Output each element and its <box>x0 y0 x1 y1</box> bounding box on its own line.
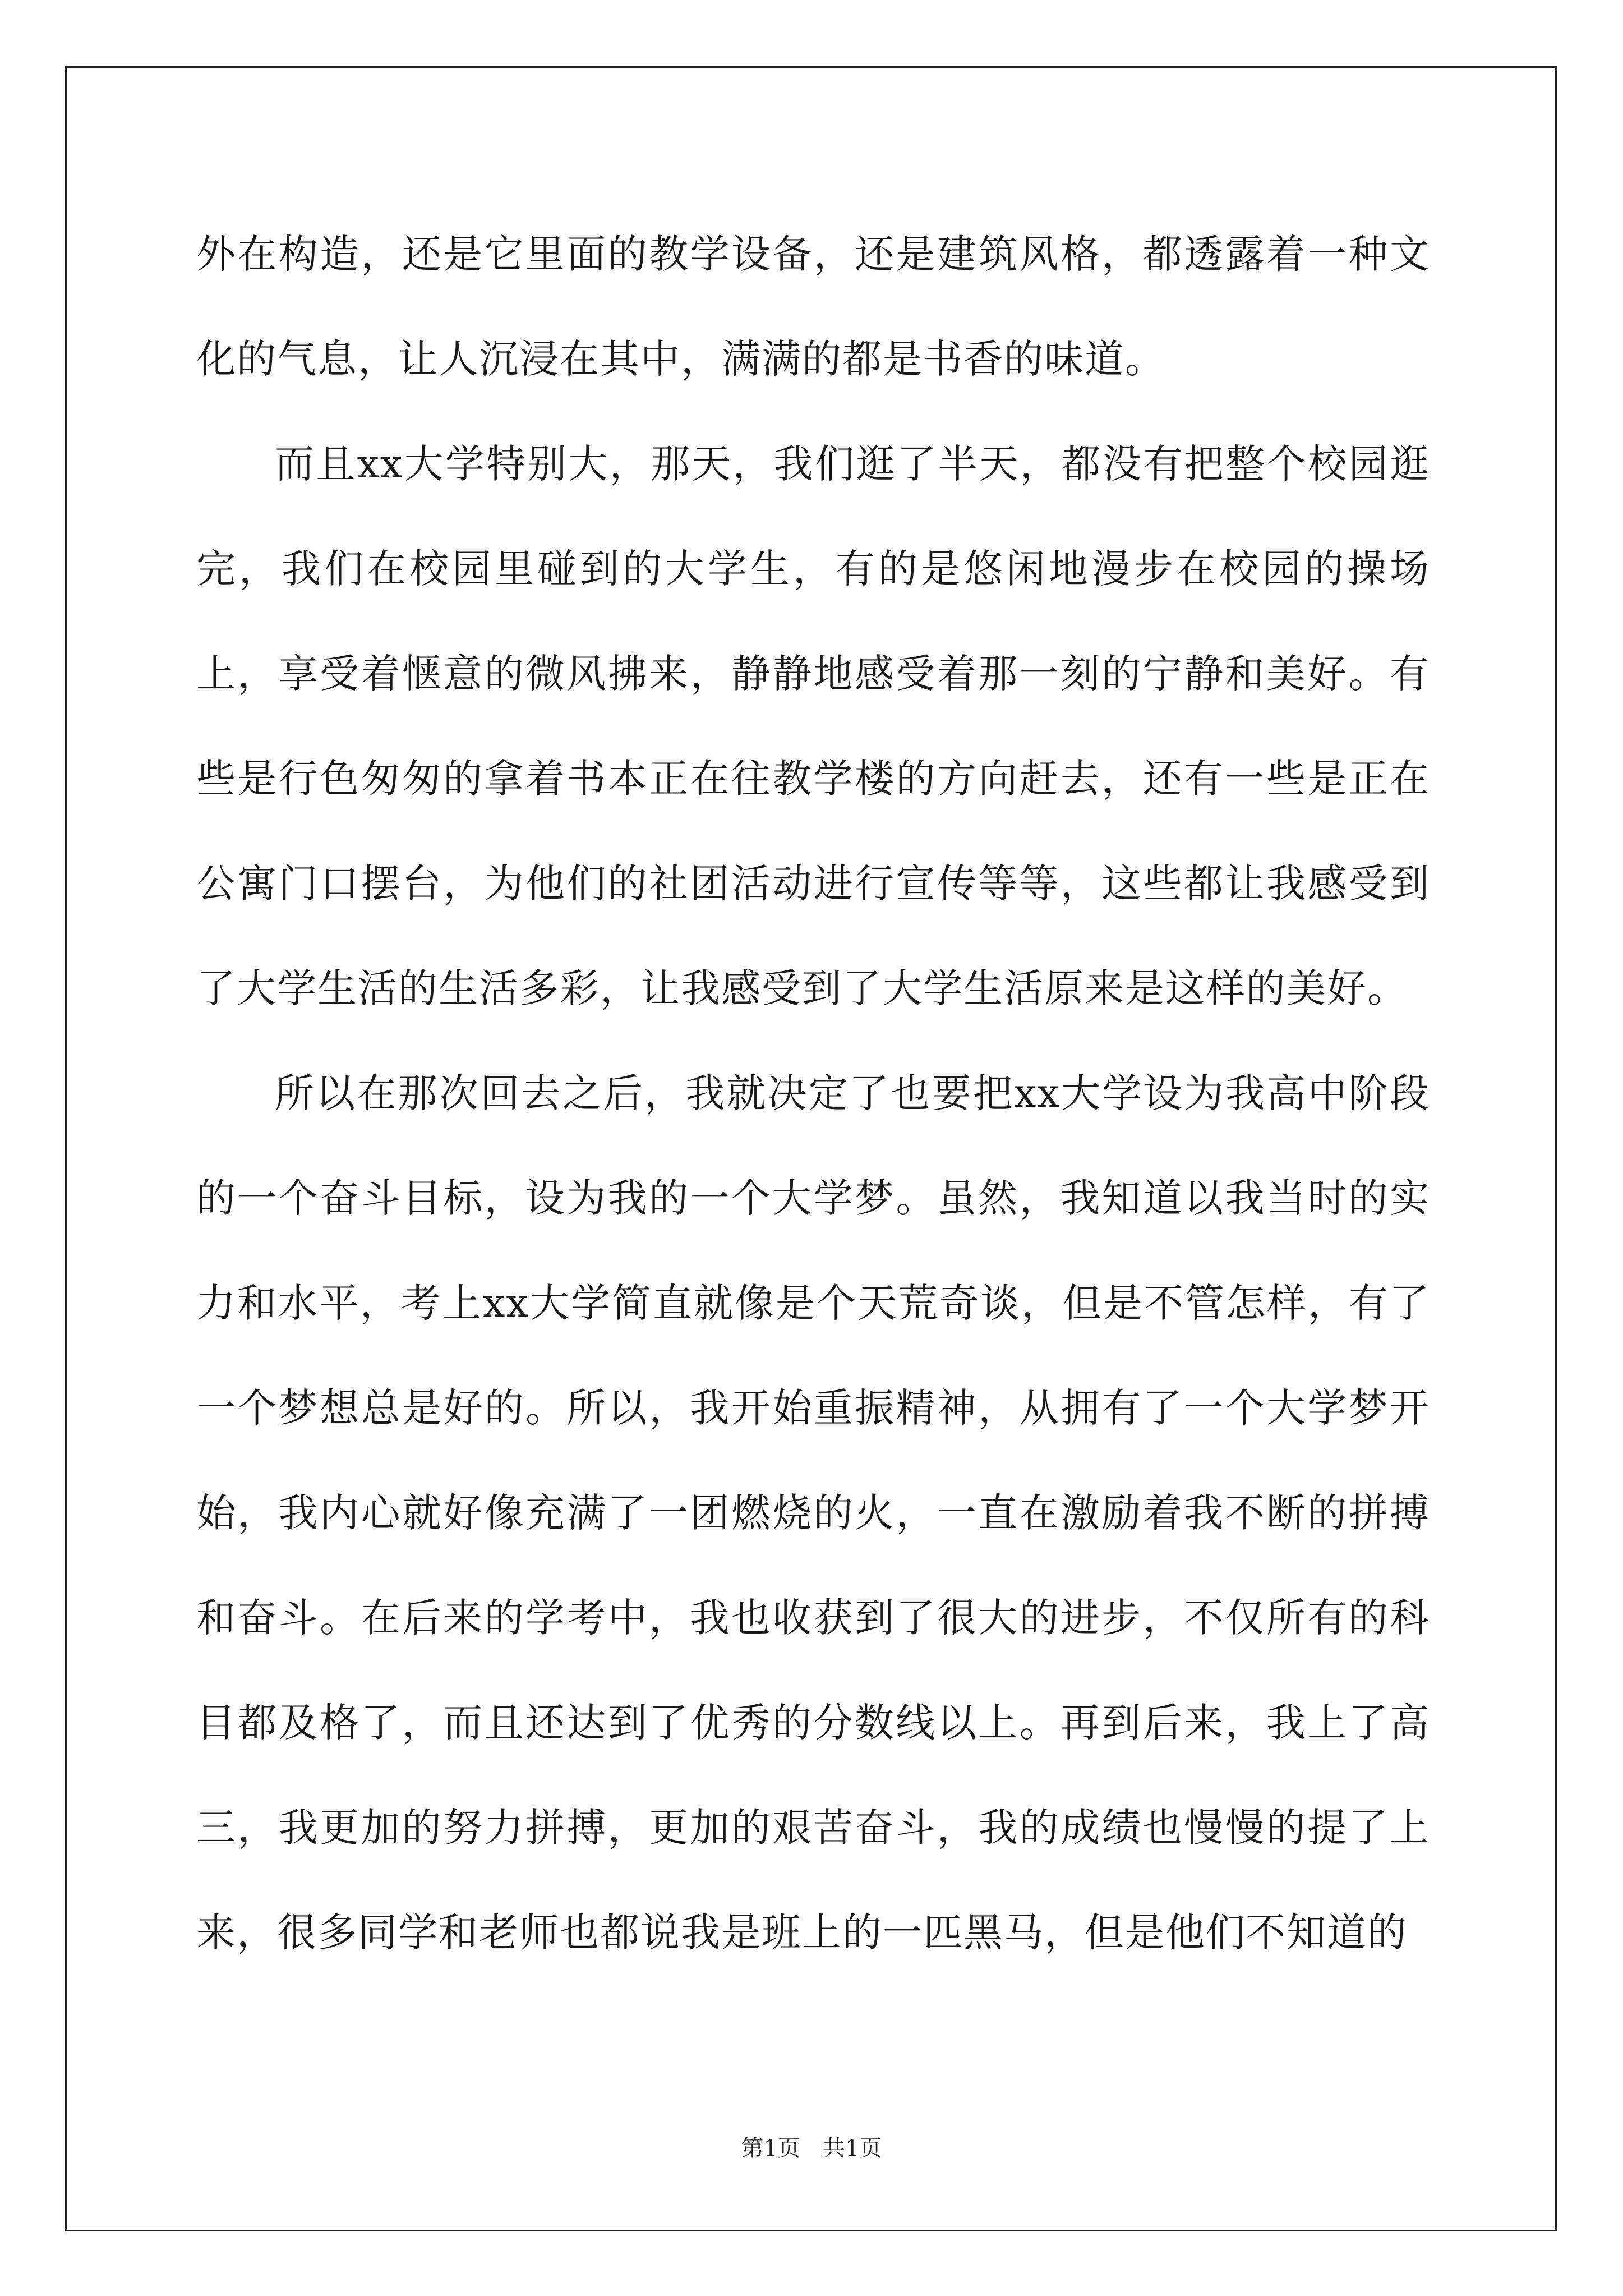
paragraph-2: 而且xx大学特别大，那天，我们逛了半天，都没有把整个校园逛完，我们在校园里碰到的大学生，有的是悠闲地漫步在校园的操场上，享受着惬意的微风拂来，静静地感受着那一刻的宁静和美好。有些是行色匆匆的拿着书本正在往教学楼的方向赶去，还有一些是正在公寓门口摆台，为他们的社团活动进行宣传等等，这些都让我感受到了大学生活的生活多彩，让我感受到了大学生活原来是这样的美好。 <box>196 441 1430 1011</box>
document-body <box>196 202 1430 1985</box>
paragraph-1: 外在构造，还是它里面的教学设备，还是建筑风格，都透露着一种文化的气息，让人沉浸在其中，满满的都是书香的味道。 <box>196 231 1430 382</box>
page-footer <box>0 2132 1623 2165</box>
page-number-current: 第1页 <box>741 2136 800 2161</box>
paragraph-3: 所以在那次回去之后，我就决定了也要把xx大学设为我高中阶段的一个奋斗目标，设为我的一个大学梦。虽然，我知道以我当时的实力和水平，考上xx大学简直就像是个天荒奇谈，但是不管怎样，有了一个梦想总是好的。所以，我开始重振精神，从拥有了一个大学梦开始，我内心就好像充满了一团燃烧的火，一直在激励着我不断的拼搏和奋斗。在后来的学考中，我也收获到了很大的进步，不仅所有的科目都及格了，而且还达到了优秀的分数线以上。再到后来，我上了高三，我更加的努力拼搏，更加的艰苦奋斗，我的成绩也慢慢的提了上来，很多同学和老师也都说我是班上的一匹黑马，但是他们不知道的 <box>196 1070 1430 1955</box>
page-number-total: 共1页 <box>823 2136 882 2161</box>
